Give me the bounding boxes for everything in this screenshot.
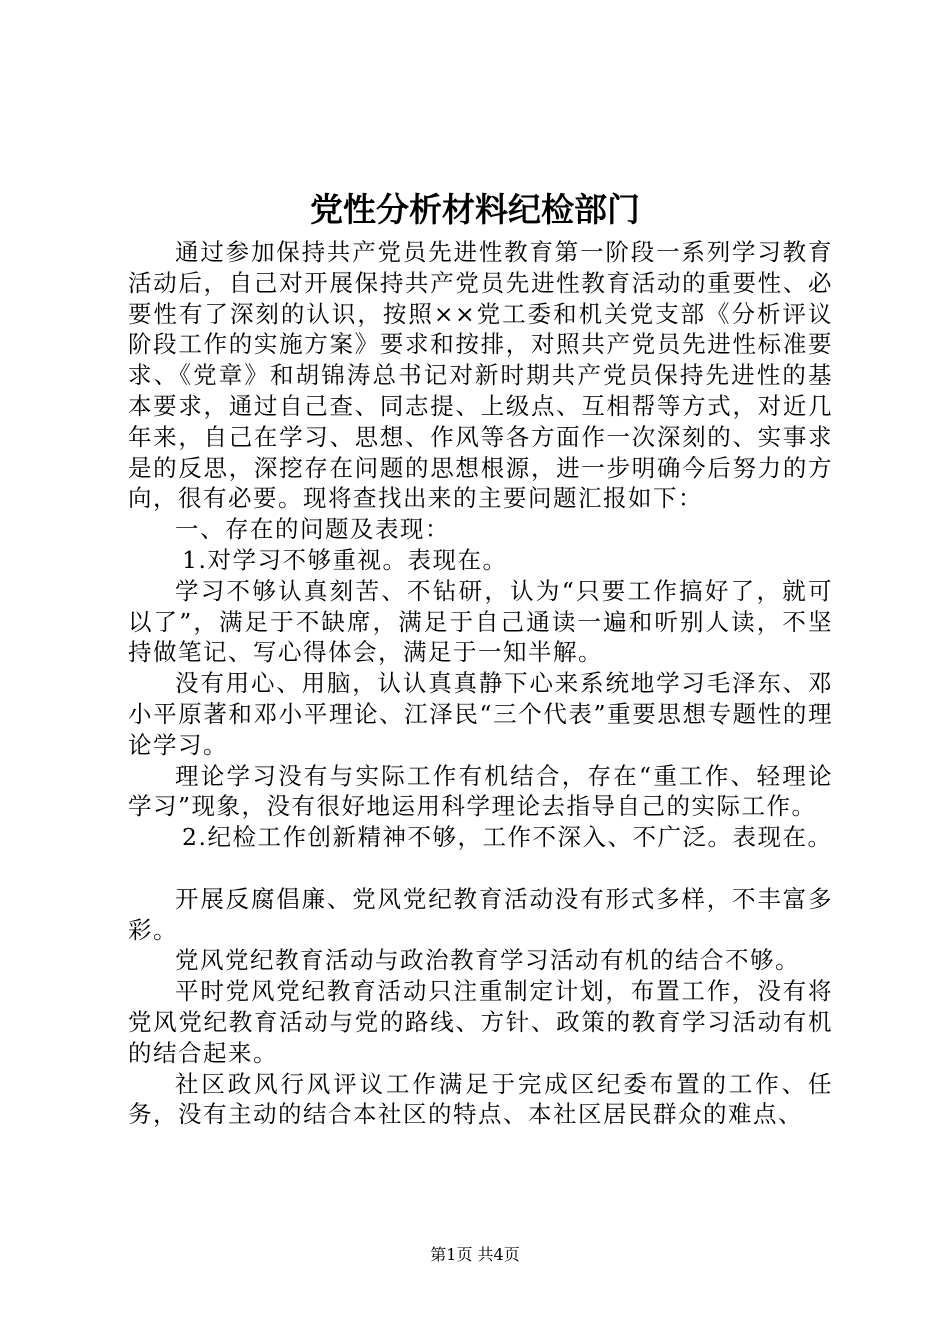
paragraph-intro: 通过参加保持共产党员先进性教育第一阶段一系列学习教育活动后，自己对开展保持共产党员先进性教育活动的重要性、必要性有了深刻的认识，按照××党工委和机关党支部《分析评议阶段工作的实施方案》要求和按排，对照共产党员先进性标准要求、《党章》和胡锦涛总书记对新时期共产党员保持先进性的基本要求，通过自己查、同志提、上级点、互相帮等方式，对近几年来，自己在学习、思想、作风等各方面作一次深刻的、实事求是的反思，深挖存在问题的思想根源，进一步明确今后努力的方向，很有必要。现将查找出来的主要问题汇报如下： xyxy=(128,238,833,513)
paragraph: 没有用心、用脑，认认真真静下心来系统地学习毛泽东、邓小平原著和邓小平理论、江泽民“三个代表”重要思想专题性的理论学习。 xyxy=(128,669,833,759)
numbered-item-2: 2.纪检工作创新精神不够，工作不深入、不广泛。表现在。 xyxy=(182,823,833,852)
document-title: 党性分析材料纪检部门 xyxy=(310,190,640,229)
page-footer: 第1页 共4页 xyxy=(430,1245,520,1264)
document-body xyxy=(128,237,833,1130)
paragraph: 党风党纪教育活动与政治教育学习活动有机的结合不够。 xyxy=(175,946,800,975)
paragraph: 平时党风党纪教育活动只注重制定计划，布置工作，没有将党风党纪教育活动与党的路线、方针、政策的教育学习活动有机的结合起来。 xyxy=(128,977,833,1067)
numbered-item-1: 1.对学习不够重视。表现在。 xyxy=(182,545,508,574)
paragraph: 学习不够认真刻苦、不钻研，认为“只要工作搞好了，就可以了”，满足于不缺席，满足于自己通读一遍和听别人读，不坚持做笔记、写心得体会，满足于一知半解。 xyxy=(128,576,833,667)
paragraph: 社区政风行风评议工作满足于完成区纪委布置的工作、任务，没有主动的结合本社区的特点、本社区居民群众的难点、 xyxy=(128,1069,833,1129)
section-heading: 一、存在的问题及表现： xyxy=(175,515,450,544)
paragraph: 开展反腐倡廉、党风党纪教育活动没有形式多样，不丰富多彩。 xyxy=(128,884,833,944)
blank-line xyxy=(128,853,833,884)
paragraph: 理论学习没有与实际工作有机结合，存在“重工作、轻理论学习”现象，没有很好地运用科学理论去指导自己的实际工作。 xyxy=(128,761,833,821)
